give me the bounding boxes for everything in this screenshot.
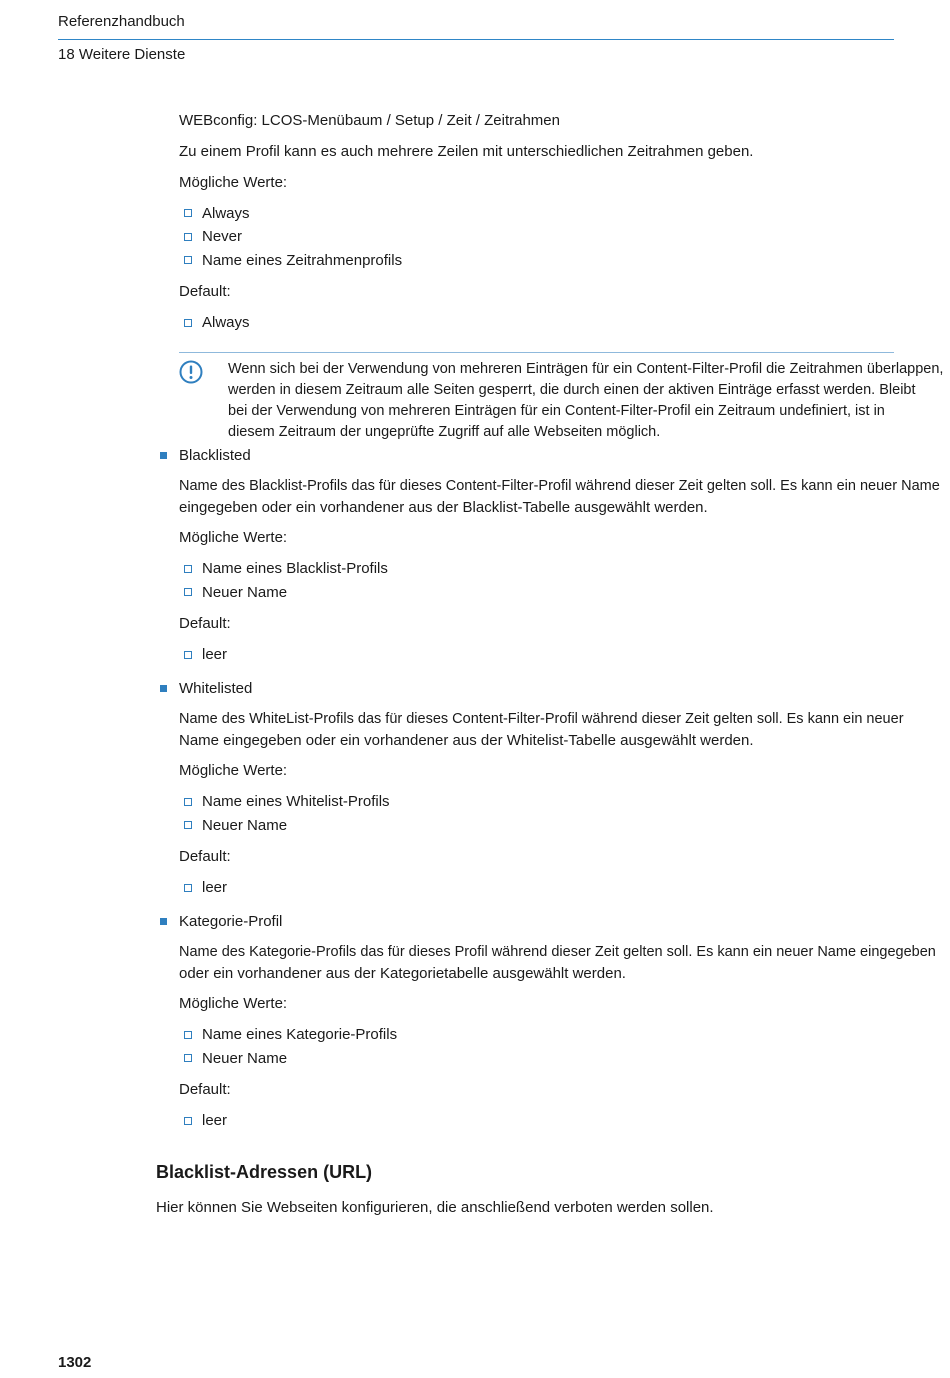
zeitrahmen-intro: Zu einem Profil kann es auch mehrere Zeilen mit unterschiedlichen Zeitrahmen geben. — [179, 143, 754, 160]
kategorie-desc-line: oder ein vorhandener aus der Kategorietabelle ausgewählt werden. — [179, 965, 626, 982]
note-text-line: werden in diesem Zeitraum alle Seiten gesperrt, die durch einen der aktiven Einträge erfasst werden. Bleibt — [228, 382, 916, 398]
section-bullet-icon — [160, 918, 167, 925]
list-bullet-icon — [184, 1054, 192, 1062]
blacklisted-default-label: Default: — [179, 615, 231, 632]
list-item: Never — [202, 228, 243, 245]
list-item: leer — [202, 879, 228, 896]
list-bullet-icon — [184, 565, 192, 573]
list-item: Neuer Name — [202, 817, 288, 834]
kategorie-default-label: Default: — [179, 1081, 231, 1098]
blacklisted-desc-line: eingegeben oder ein vorhandener aus der Blacklist-Tabelle ausgewählt werden. — [179, 499, 708, 516]
running-header-chapter: 18 Weitere Dienste — [58, 46, 186, 63]
zeitrahmen-values-label: Mögliche Werte: — [179, 174, 288, 191]
warning-exclamation-icon — [179, 360, 203, 384]
list-item: Neuer Name — [202, 1050, 288, 1067]
list-item: leer — [202, 1112, 228, 1129]
kategorie-desc-line: Name des Kategorie-Profils das für dieses Profil während dieser Zeit gelten soll. Es kann ein neuer Name eingegeben — [179, 944, 936, 960]
whitelisted-values-label: Mögliche Werte: — [179, 762, 288, 779]
list-bullet-icon — [184, 884, 192, 892]
whitelisted-title: Whitelisted — [179, 680, 253, 697]
note-rule — [179, 352, 894, 353]
section-bullet-icon — [160, 685, 167, 692]
note-text-line: bei der Verwendung von mehreren Einträgen für ein Content-Filter-Profil ein Zeitraum undefiniert, ist in — [228, 403, 885, 419]
note-text-line: diesem Zeitraum der ungeprüfte Zugriff auf alle Webseiten möglich. — [228, 424, 661, 440]
section-bullet-icon — [160, 452, 167, 459]
list-bullet-icon — [184, 256, 192, 264]
kategorie-title: Kategorie-Profil — [179, 913, 283, 930]
note-text-line: Wenn sich bei der Verwendung von mehreren Einträgen für ein Content-Filter-Profil die Zeitrahmen überlappen, — [228, 361, 944, 377]
blacklisted-title: Blacklisted — [179, 447, 251, 464]
list-bullet-icon — [184, 588, 192, 596]
list-item: Name eines Blacklist-Profils — [202, 560, 388, 577]
list-item: Name eines Kategorie-Profils — [202, 1026, 398, 1043]
webconfig-path: WEBconfig: LCOS-Menübaum / Setup / Zeit / Zeitrahmen — [179, 112, 560, 129]
list-bullet-icon — [184, 1117, 192, 1125]
list-bullet-icon — [184, 798, 192, 806]
blacklisted-desc-line: Name des Blacklist-Profils das für dieses Content-Filter-Profil während dieser Zeit gelten soll. Es kann ein neuer Name — [179, 478, 940, 494]
list-item: Neuer Name — [202, 584, 288, 601]
list-item: Name eines Zeitrahmenprofils — [202, 252, 403, 269]
list-bullet-icon — [184, 651, 192, 659]
list-bullet-icon — [184, 209, 192, 217]
page-number: 1302 — [58, 1354, 92, 1371]
whitelisted-desc-line: Name des WhiteList-Profils das für dieses Content-Filter-Profil während dieser Zeit gelten soll. Es kann ein neuer — [179, 711, 904, 727]
whitelisted-default-label: Default: — [179, 848, 231, 865]
whitelisted-desc-line: Name eingegeben oder ein vorhandener aus der Whitelist-Tabelle ausgewählt werden. — [179, 732, 754, 749]
list-item: Always — [202, 205, 250, 222]
list-item: Name eines Whitelist-Profils — [202, 793, 390, 810]
list-bullet-icon — [184, 821, 192, 829]
blacklisted-values-label: Mögliche Werte: — [179, 529, 288, 546]
list-item: Always — [202, 314, 250, 331]
list-bullet-icon — [184, 1031, 192, 1039]
kategorie-values-label: Mögliche Werte: — [179, 995, 288, 1012]
header-rule — [58, 39, 894, 40]
section-heading: Blacklist-Adressen (URL) — [156, 1162, 373, 1182]
running-header-book: Referenzhandbuch — [58, 13, 185, 30]
section-text: Hier können Sie Webseiten konfigurieren, die anschließend verboten werden sollen. — [156, 1199, 714, 1216]
list-item: leer — [202, 646, 228, 663]
list-bullet-icon — [184, 233, 192, 241]
zeitrahmen-default-label: Default: — [179, 283, 231, 300]
list-bullet-icon — [184, 319, 192, 327]
